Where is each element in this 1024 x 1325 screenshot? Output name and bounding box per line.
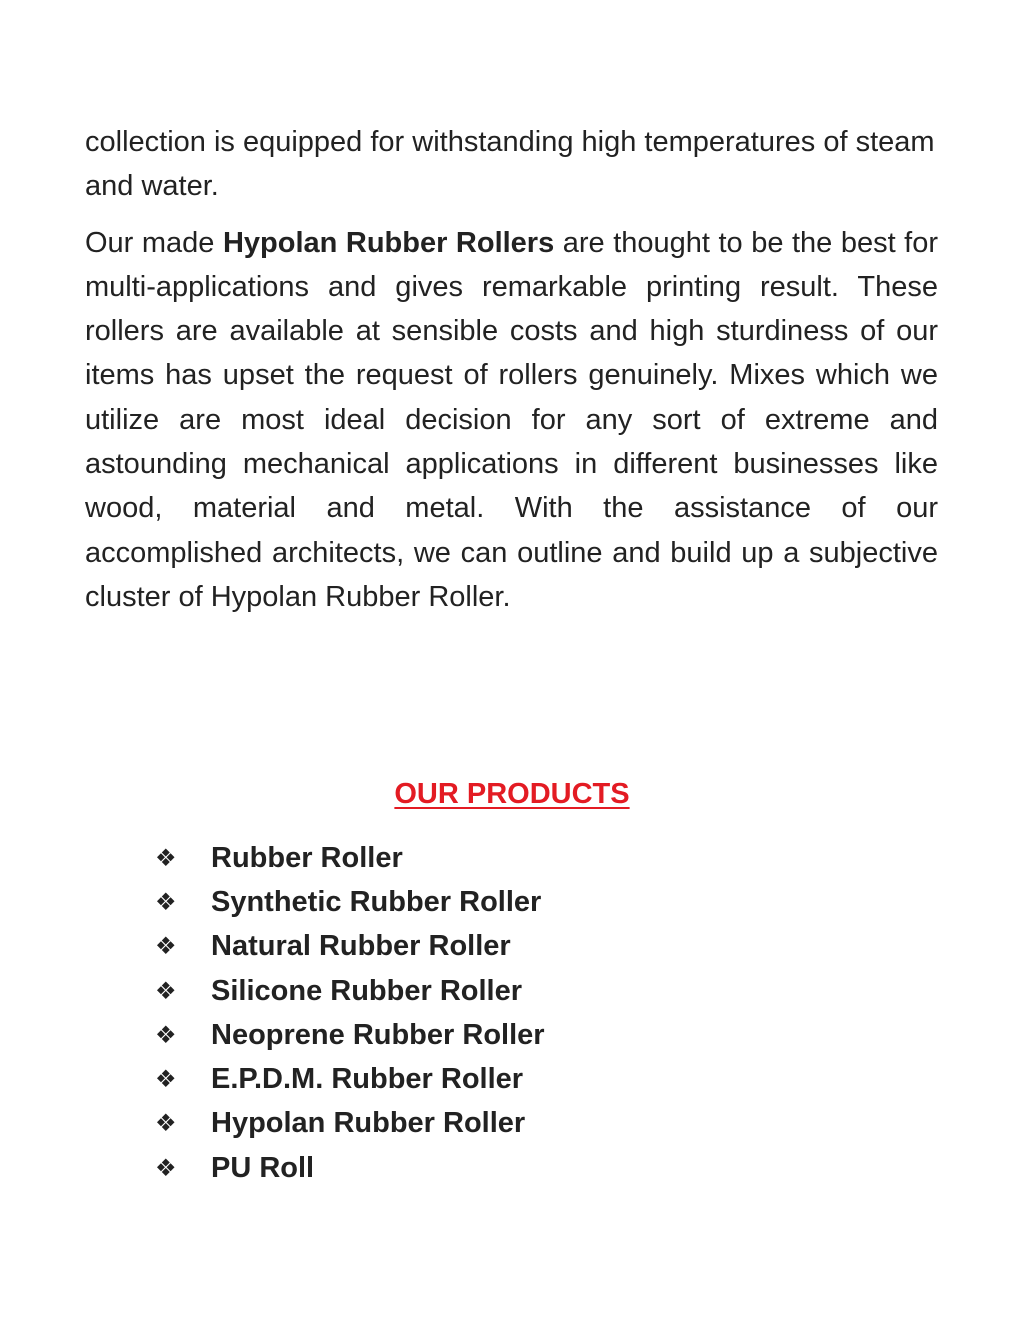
intro-paragraph-2 <box>85 221 938 620</box>
diamond-bullet-icon: ❖ <box>155 1021 177 1049</box>
list-item <box>155 969 545 1013</box>
intro-paragraph-1: collection is equipped for withstanding high temperatures of steam and water. <box>85 126 935 203</box>
list-item <box>155 1057 545 1101</box>
list-item <box>155 880 545 924</box>
diamond-bullet-icon: ❖ <box>155 1110 177 1138</box>
product-name: Neoprene Rubber Roller <box>211 1018 545 1051</box>
product-name: Natural Rubber Roller <box>211 930 511 963</box>
diamond-bullet-icon: ❖ <box>155 977 177 1005</box>
product-name: Silicone Rubber Roller <box>211 974 522 1007</box>
list-item <box>155 1013 545 1057</box>
diamond-bullet-icon: ❖ <box>155 844 177 872</box>
paragraph-2-prefix: Our made <box>85 226 223 259</box>
document-body <box>85 120 938 619</box>
diamond-bullet-icon: ❖ <box>155 888 177 916</box>
product-name: E.P.D.M. Rubber Roller <box>211 1063 524 1096</box>
our-products-heading: OUR PRODUCTS <box>394 778 630 810</box>
product-name: PU Roll <box>211 1151 315 1184</box>
diamond-bullet-icon: ❖ <box>155 1066 177 1094</box>
list-item <box>155 836 545 880</box>
diamond-bullet-icon: ❖ <box>155 1154 177 1182</box>
product-list <box>155 836 545 1190</box>
product-name: Hypolan Rubber Roller <box>211 1107 526 1140</box>
diamond-bullet-icon: ❖ <box>155 933 177 961</box>
list-item <box>155 1102 545 1146</box>
list-item <box>155 925 545 969</box>
paragraph-2-body: are thought to be the best for multi-applications and gives remarkable printing result. These rollers are available at sensible costs and high sturdiness of our items has upset the request of rollers genuinely. Mixes which we utilize are most ideal decision for any sort of extreme and astounding mechanical applications in different businesses like wood, material and metal. With the assistance of our accomplished architects, we can outline and build up a subjective cluster of Hypolan Rubber Roller. <box>85 226 939 613</box>
product-name: Synthetic Rubber Roller <box>211 885 542 918</box>
hypolan-rubber-rollers-emphasis: Hypolan Rubber Rollers <box>222 226 555 259</box>
product-name: Rubber Roller <box>211 841 403 874</box>
list-item <box>155 1146 545 1190</box>
